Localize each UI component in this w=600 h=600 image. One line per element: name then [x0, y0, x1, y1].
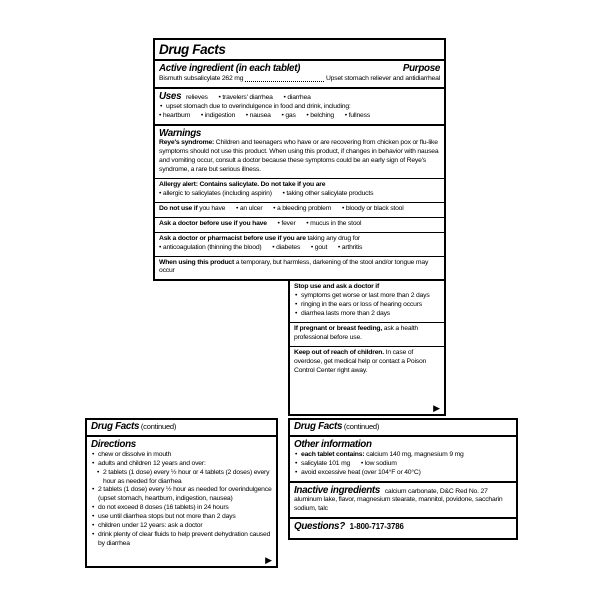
uses-symptom: • indigestion [201, 112, 235, 119]
ask-pharmacist-text: taking any drug for [307, 234, 360, 242]
tablet-contains-text: calcium 140 mg, magnesium 9 mg [366, 450, 464, 458]
questions-section [290, 517, 516, 536]
ask-pharmacist-bullets [159, 244, 440, 253]
allergy-bullet: • taking other salicylate products [282, 190, 373, 197]
continued-header [87, 420, 276, 437]
drug-facts-main-box [153, 38, 446, 281]
uses-lead: relieves [185, 93, 208, 101]
uses-heading: Uses [159, 90, 182, 102]
uses-symptom: • heartburn [159, 112, 190, 119]
keep-out-section [290, 346, 444, 379]
inactive-ingredients-text: calcium carbonate, D&C Red No. 27 aluminum lake, flavor, magnesium stearate, mannitol, povidone, saccharin sodium, talc [294, 487, 503, 513]
reyes-text: Children and teenagers who have or are recovering from chicken pox or flu-like symptoms should not use this product. When using this product, if changes in behavior with nausea and vomiting occur, consult a doctor because these symptoms could be an early sign of Reye's syndrome, a rare but serious illness. [159, 139, 439, 174]
directions-panel [85, 418, 278, 568]
stop-use-bullet: • ringing in the ears or loss of hearing occurs [294, 301, 440, 310]
stop-use-bullet: • symptoms get worse or last more than 2 days [294, 292, 440, 301]
other-information-panel [288, 418, 518, 540]
directions-bullet: • children under 12 years: ask a doctor [91, 522, 272, 531]
do-not-use-bullet: • a bleeding problem [273, 205, 331, 212]
ingredient-purpose: Upset stomach reliever and antidiarrheal [325, 74, 440, 82]
active-ingredient-header-row [159, 63, 440, 74]
page-title: Drug Facts [159, 42, 226, 57]
uses-lead-bullet: • travelers' diarrhea [218, 94, 272, 101]
stop-use-bullet: • diarrhea lasts more than 2 days [294, 310, 440, 319]
do-not-use-section [155, 202, 444, 217]
salicylate-text: salicylate 101 mg [301, 459, 351, 467]
directions-bullet-nested: • 2 tablets (1 dose) every ½ hour or 4 tablets (2 doses) every hour as needed for diarrhea [96, 469, 272, 487]
panel-title: Drug Facts [91, 421, 140, 432]
uses-symptom: • gas [281, 112, 295, 119]
inactive-ingredients-section [290, 481, 516, 518]
active-ingredient-heading: Active ingredient (in each tablet) [159, 62, 301, 74]
keep-out-text: In case of overdose, get medical help or contact a Poison Control Center right away. [294, 348, 427, 374]
stop-use-label: Stop use and ask a doctor if [294, 283, 380, 291]
ask-pharmacist-bullet: • anticoagulation (thinning the blood) [159, 244, 261, 251]
ask-doctor-label: Ask a doctor before use if you have [159, 219, 267, 227]
directions-bullet: • chew or dissolve in mouth [91, 451, 272, 460]
continued-label: (continued) [343, 422, 380, 431]
warnings-heading: Warnings [159, 127, 202, 139]
uses-symptom-line [159, 112, 440, 121]
drug-facts-main-panel [153, 38, 446, 416]
pregnant-section [290, 322, 444, 346]
active-ingredient-row [159, 75, 440, 84]
pregnant-text: ask a health professional before use. [294, 324, 419, 341]
uses-lead-bullet: • diarrhea [283, 94, 310, 101]
allergy-alert-section [155, 178, 444, 202]
continued-header [290, 420, 516, 437]
ask-pharmacist-bullet: • gout [311, 244, 327, 251]
other-info-bullet-contents [294, 451, 512, 460]
title-section [155, 40, 444, 59]
continued-arrow-icon: ▶ [265, 555, 272, 565]
ingredient-name: Bismuth subsalicylate 262 mg [159, 74, 244, 82]
directions-section [87, 437, 276, 552]
low-sodium-text: • low sodium [361, 460, 397, 467]
directions-bullet: • do not exceed 8 doses (16 tablets) in 24 hours [91, 504, 272, 513]
do-not-use-bullet: • bloody or black stool [342, 205, 404, 212]
directions-heading: Directions [91, 438, 136, 450]
when-using-label: When using this product [159, 258, 235, 266]
directions-bullet: • 2 tablets (1 dose) every ½ hour as needed for overindulgence (upset stomach, heartburn, indigestion, nausea) [91, 486, 272, 504]
ask-doctor-bullet: • mucus in the stool [306, 220, 361, 227]
ask-doctor-section [155, 217, 444, 232]
uses-section [155, 87, 444, 124]
uses-symptom: • belching [306, 112, 334, 119]
ask-pharmacist-bullet: • diabetes [272, 244, 300, 251]
do-not-use-label: Do not use if [159, 204, 198, 212]
questions-heading: Questions? [294, 521, 345, 533]
other-information-section [290, 437, 516, 481]
ask-doctor-bullet: • fever [278, 220, 296, 227]
ask-pharmacist-bullet: • arthritis [338, 244, 362, 251]
warnings-section [155, 124, 444, 179]
tablet-contains-label: each tablet contains: [301, 450, 365, 458]
ask-pharmacist-label: Ask a doctor or pharmacist before use if you are [159, 234, 306, 242]
allergy-alert-label: Allergy alert: Contains salicylate. Do not take if you are [159, 181, 326, 189]
allergy-bullet: • allergic to salicylates (including aspirin) [159, 190, 272, 197]
uses-overindulgence-line: • upset stomach due to overindulgence in food and drink, including: [159, 103, 440, 112]
directions-bullet: • use until diarrhea stops but not more than 2 days [91, 513, 272, 522]
pregnant-label: If pregnant or breast feeding, [294, 324, 383, 332]
ask-pharmacist-section [155, 232, 444, 256]
reyes-syndrome-paragraph [159, 139, 440, 175]
directions-bullet: • drink plenty of clear fluids to help prevent dehydration caused by diarrhea [91, 531, 272, 549]
questions-phone-number: 1-800-717-3786 [349, 522, 404, 532]
stop-use-section [290, 281, 444, 322]
when-using-section [155, 256, 444, 280]
other-info-bullet-heat: • avoid excessive heat (over 104°F or 40°C) [294, 469, 512, 478]
when-using-text: a temporary, but harmless, darkening of the stool and/or tongue may occur [159, 258, 429, 275]
uses-symptom: • nausea [246, 112, 271, 119]
continued-arrow-icon: ▶ [433, 403, 440, 414]
do-not-use-text: you have [199, 204, 226, 212]
drug-facts-continuation-box [288, 281, 446, 416]
inactive-ingredients-heading: Inactive ingredients [294, 484, 381, 496]
reyes-label: Reye's syndrome: [159, 139, 215, 147]
continued-label: (continued) [140, 422, 177, 431]
allergy-bullets [159, 190, 440, 199]
panel-title: Drug Facts [294, 421, 343, 432]
other-information-heading: Other information [294, 438, 372, 450]
keep-out-label: Keep out of reach of children. [294, 348, 384, 356]
dotted-leader [245, 81, 324, 82]
uses-symptom: • fullness [345, 112, 370, 119]
active-ingredient-section [155, 59, 444, 87]
do-not-use-bullet: • an ulcer [236, 205, 262, 212]
purpose-heading: Purpose [402, 62, 440, 74]
directions-bullet: • adults and children 12 years and over: [91, 460, 272, 469]
other-info-bullet-salicylate [294, 460, 512, 469]
